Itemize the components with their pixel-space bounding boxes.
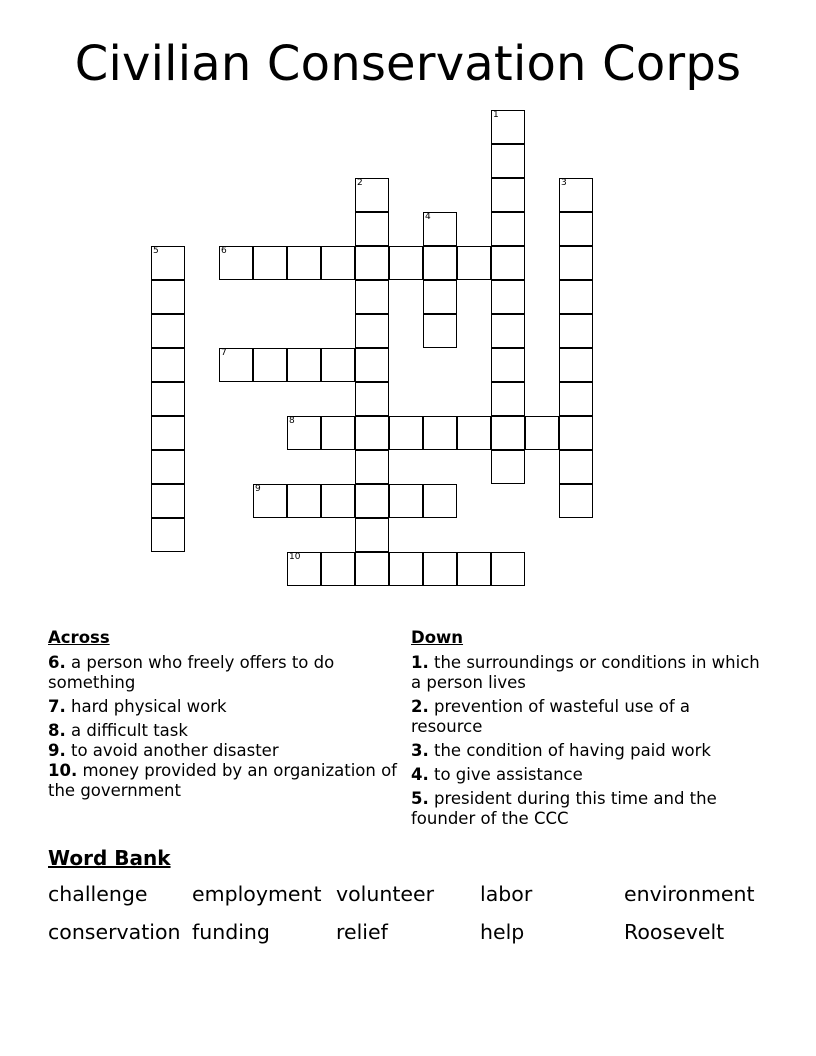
word-bank-heading: Word Bank: [48, 846, 171, 870]
clue-number: 1.: [411, 653, 429, 672]
cell-number: 6: [221, 246, 227, 256]
grid-cell[interactable]: [559, 280, 593, 314]
clue-number: 10.: [48, 761, 78, 780]
grid-cell[interactable]: [491, 110, 525, 144]
grid-cell[interactable]: [321, 484, 355, 518]
clue-number: 9.: [48, 741, 66, 760]
grid-cell[interactable]: [389, 416, 423, 450]
grid-cell[interactable]: [423, 246, 457, 280]
grid-cell[interactable]: [559, 212, 593, 246]
grid-cell[interactable]: [457, 246, 491, 280]
grid-cell[interactable]: [321, 246, 355, 280]
word-bank: [48, 882, 788, 944]
clue-text: money provided by an organization of the government: [48, 761, 397, 800]
across-clues: [48, 628, 404, 805]
grid-cell[interactable]: [491, 348, 525, 382]
clue-number: 4.: [411, 765, 429, 784]
grid-cell[interactable]: [491, 212, 525, 246]
grid-cell[interactable]: [423, 484, 457, 518]
clue-text: to give assistance: [434, 765, 583, 784]
grid-cell[interactable]: [457, 552, 491, 586]
clue-across-10: [48, 761, 404, 801]
word-bank-item: conservation: [48, 920, 181, 944]
grid-cell[interactable]: [151, 484, 185, 518]
clue-down-1: [411, 653, 761, 693]
grid-cell[interactable]: [559, 450, 593, 484]
grid-cell[interactable]: [151, 348, 185, 382]
cell-number: 8: [289, 416, 295, 426]
grid-cell[interactable]: [355, 212, 389, 246]
clue-text: hard physical work: [71, 697, 227, 716]
clue-text: to avoid another disaster: [71, 741, 279, 760]
grid-cell[interactable]: [491, 144, 525, 178]
clue-text: a person who freely offers to do something: [48, 653, 335, 692]
grid-cell[interactable]: [423, 314, 457, 348]
grid-cell[interactable]: [287, 552, 321, 586]
word-bank-item: employment: [192, 882, 322, 906]
cell-number: 4: [425, 212, 431, 222]
grid-cell[interactable]: [525, 416, 559, 450]
clue-across-7: [48, 697, 404, 717]
grid-cell[interactable]: [321, 416, 355, 450]
clue-text: president during this time and the founder of the CCC: [411, 789, 717, 828]
word-bank-item: Roosevelt: [624, 920, 725, 944]
grid-cell[interactable]: [355, 314, 389, 348]
clue-across-6: [48, 653, 404, 693]
grid-cell[interactable]: [355, 416, 389, 450]
grid-cell[interactable]: [355, 280, 389, 314]
clue-down-4: [411, 765, 761, 785]
grid-cell[interactable]: [151, 518, 185, 552]
grid-cell[interactable]: [389, 552, 423, 586]
clue-across-9: [48, 741, 404, 761]
clue-across-8: [48, 721, 404, 741]
clue-down-5: [411, 789, 761, 829]
grid-cell[interactable]: [389, 246, 423, 280]
across-heading: Across: [48, 628, 110, 647]
cell-number: 1: [493, 110, 499, 120]
grid-cell[interactable]: [355, 246, 389, 280]
grid-cell[interactable]: [491, 416, 525, 450]
word-bank-item: volunteer: [336, 882, 435, 906]
clue-number: 3.: [411, 741, 429, 760]
grid-cell[interactable]: [253, 484, 287, 518]
grid-cell[interactable]: [287, 246, 321, 280]
cell-number: 9: [255, 484, 261, 494]
down-clues: [411, 628, 761, 833]
grid-cell[interactable]: [491, 552, 525, 586]
grid-cell[interactable]: [151, 382, 185, 416]
grid-cell[interactable]: [559, 314, 593, 348]
grid-cell[interactable]: [559, 348, 593, 382]
grid-cell[interactable]: [491, 450, 525, 484]
clue-text: prevention of wasteful use of a resource: [411, 697, 691, 736]
grid-cell[interactable]: [559, 416, 593, 450]
grid-cell[interactable]: [559, 382, 593, 416]
grid-cell[interactable]: [559, 178, 593, 212]
grid-cell[interactable]: [355, 382, 389, 416]
grid-cell[interactable]: [287, 348, 321, 382]
grid-cell[interactable]: [219, 348, 253, 382]
grid-cell[interactable]: [321, 348, 355, 382]
grid-cell[interactable]: [151, 416, 185, 450]
word-bank-item: help: [480, 920, 525, 944]
word-bank-item: relief: [336, 920, 388, 944]
cell-number: 7: [221, 348, 227, 358]
clue-text: the condition of having paid work: [434, 741, 711, 760]
grid-cell[interactable]: [491, 382, 525, 416]
cell-number: 2: [357, 178, 363, 188]
clue-number: 7.: [48, 697, 66, 716]
grid-cell[interactable]: [355, 178, 389, 212]
cell-number: 10: [289, 552, 301, 562]
word-bank-item: environment: [624, 882, 755, 906]
grid-cell[interactable]: [389, 484, 423, 518]
grid-cell[interactable]: [151, 280, 185, 314]
grid-cell[interactable]: [423, 416, 457, 450]
grid-cell[interactable]: [151, 450, 185, 484]
grid-cell[interactable]: [287, 484, 321, 518]
grid-cell[interactable]: [491, 314, 525, 348]
word-bank-item: labor: [480, 882, 533, 906]
down-heading: Down: [411, 628, 464, 647]
clue-number: 6.: [48, 653, 66, 672]
word-bank-item: challenge: [48, 882, 148, 906]
grid-cell[interactable]: [457, 416, 491, 450]
word-bank-item: funding: [192, 920, 270, 944]
clue-number: 2.: [411, 697, 429, 716]
grid-cell[interactable]: [559, 246, 593, 280]
grid-cell[interactable]: [355, 552, 389, 586]
grid-cell[interactable]: [287, 416, 321, 450]
grid-cell[interactable]: [253, 348, 287, 382]
grid-cell[interactable]: [491, 280, 525, 314]
clue-text: a difficult task: [71, 721, 188, 740]
grid-cell[interactable]: [321, 552, 355, 586]
clue-number: 5.: [411, 789, 429, 808]
grid-cell[interactable]: [151, 246, 185, 280]
clue-text: the surroundings or conditions in which a person lives: [411, 653, 760, 692]
grid-cell[interactable]: [423, 552, 457, 586]
grid-cell[interactable]: [355, 450, 389, 484]
grid-cell[interactable]: [423, 212, 457, 246]
grid-cell[interactable]: [355, 518, 389, 552]
grid-cell[interactable]: [423, 280, 457, 314]
grid-cell[interactable]: [151, 314, 185, 348]
cell-number: 3: [561, 178, 567, 188]
clue-down-2: [411, 697, 761, 737]
grid-cell[interactable]: [219, 246, 253, 280]
grid-cell[interactable]: [355, 348, 389, 382]
grid-cell[interactable]: [355, 484, 389, 518]
cell-number: 5: [153, 246, 159, 256]
clue-number: 8.: [48, 721, 66, 740]
grid-cell[interactable]: [559, 484, 593, 518]
grid-cell[interactable]: [253, 246, 287, 280]
puzzle-title: Civilian Conservation Corps: [74, 36, 742, 92]
grid-cell[interactable]: [491, 178, 525, 212]
clue-down-3: [411, 741, 761, 761]
grid-cell[interactable]: [491, 246, 525, 280]
